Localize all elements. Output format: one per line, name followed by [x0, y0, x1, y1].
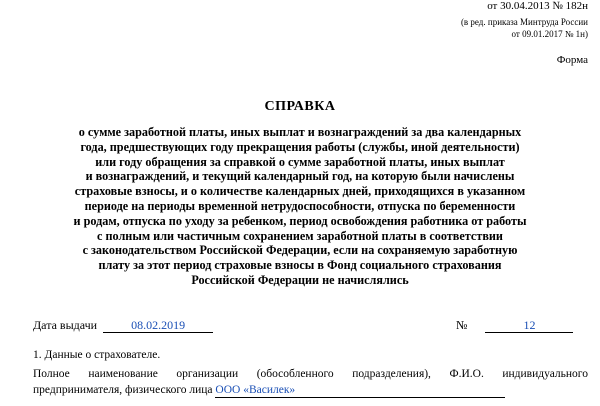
issue-date-field[interactable]: 08.02.2019 — [103, 319, 213, 333]
fullname-label-line-1: Полное наименование организации (обособленного подразделения), Ф.И.О. индивидуального — [33, 368, 588, 380]
issue-number-label: № — [456, 318, 468, 332]
issue-date-row — [33, 318, 213, 333]
document-title: СПРАВКА — [264, 99, 336, 114]
subtitle-line: периоде на периоды временной нетрудоспособности, отпуска по беременности — [84, 198, 516, 213]
subtitle-line: о сумме заработной платы, иных выплат и вознаграждений за два календарных — [78, 125, 522, 139]
document-subtitle — [20, 125, 580, 288]
edition-note-line-2: от 09.01.2017 № 1н) — [511, 29, 588, 39]
order-reference: от 30.04.2013 № 182н — [487, 0, 588, 12]
subtitle-line: Российской Федерации не начислялись — [191, 272, 409, 287]
issue-number-row — [456, 318, 573, 333]
fullname-label-text: предпринимателя, физического лица — [33, 384, 213, 396]
subtitle-line: или году обращения за справкой о сумме заработной платы, иных выплат — [95, 154, 505, 169]
edition-note-line-1: (в ред. приказа Минтруда России — [460, 17, 588, 27]
subtitle-line: с законодательством Российской Федерации, если на сохраняемую заработную — [82, 243, 518, 258]
section-1-heading: 1. Данные о страхователе. — [33, 349, 161, 361]
issue-number-field[interactable]: 12 — [485, 319, 573, 333]
organization-name-field[interactable]: ООО «Василек» — [215, 384, 505, 398]
form-label: Форма — [556, 54, 588, 66]
subtitle-line: года, предшествующих году прекращения работы (службы, иной деятельности) — [80, 139, 520, 154]
subtitle-line: и вознаграждений, и текущий календарный год, на которую были начислены — [85, 169, 515, 184]
subtitle-line: страховые взносы, и о количестве календарных дней, приходящихся в указанном — [74, 184, 526, 199]
subtitle-line: с полным или частичным сохранением заработной платы в соответствии — [97, 228, 503, 243]
fullname-label-line-2 — [33, 384, 505, 398]
edition-note — [461, 16, 588, 40]
subtitle-line: плату за этот период страховые взносы в Фонд социального страхования — [98, 258, 502, 273]
issue-date-label: Дата выдачи — [33, 318, 98, 332]
subtitle-line: и родам, отпуска по уходу за ребенком, период освобождения работника от работы — [73, 213, 527, 228]
